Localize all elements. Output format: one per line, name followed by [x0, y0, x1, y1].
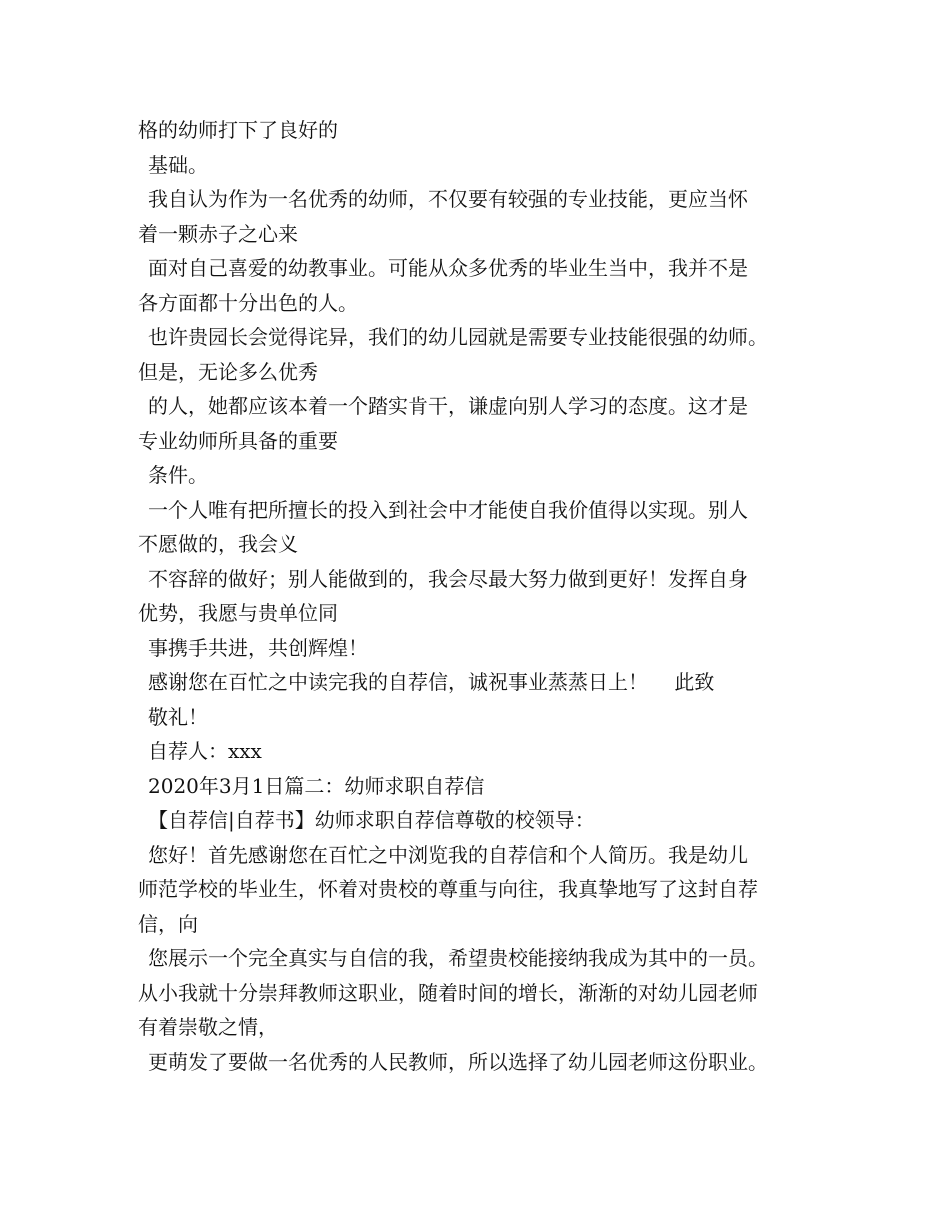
text-line: 【自荐信|自荐书】幼师求职自荐信尊敬的校领导：	[148, 808, 595, 832]
text-line: 师范学校的毕业生，怀着对贵校的尊重与向往，我真挚地写了这封自荐	[138, 877, 758, 901]
text-line: 着一颗赤子之心来	[138, 221, 298, 246]
text-line: 您好！首先感谢您在百忙之中浏览我的自荐信和个人简历。我是幼儿	[148, 842, 748, 867]
text-line: 也许贵园长会觉得诧异，我们的幼儿园就是需要专业技能很强的幼师。	[148, 325, 768, 349]
text-line: 条件。	[148, 463, 208, 487]
text-line: 敬礼！	[148, 704, 208, 729]
text-line: 不容辞的做好；别人能做到的，我会尽最大努力做到更好！发挥自身	[148, 566, 748, 591]
text-line: 但是，无论多么优秀	[138, 359, 318, 384]
text-line: 各方面都十分出色的人。	[138, 290, 358, 315]
text-line: 信，向	[138, 911, 198, 936]
text-line: 基础。	[148, 152, 208, 177]
text-line: 我自认为作为一名优秀的幼师，不仅要有较强的专业技能，更应当怀	[148, 187, 748, 211]
text-line: 一个人唯有把所擅长的投入到社会中才能使自我价值得以实现。别人	[148, 497, 748, 522]
text-line: 2020年3月1日篇二：幼师求职自荐信	[148, 773, 485, 798]
text-line: 有着崇敬之情，	[138, 1015, 278, 1039]
text-line: 专业幼师所具备的重要	[138, 428, 338, 453]
text-line: 事携手共进，共创辉煌！	[148, 635, 368, 660]
text-line: 不愿做的，我会义	[138, 532, 298, 556]
text-line: 更萌发了要做一名优秀的人民教师，所以选择了幼儿园老师这份职业。	[148, 1049, 768, 1074]
text-line: 您展示一个完全真实与自信的我，希望贵校能接纳我成为其中的一员。	[148, 946, 768, 970]
text-line: 自荐人：xxx	[148, 739, 262, 763]
text-line: 优势，我愿与贵单位同	[138, 601, 338, 625]
document-body	[138, 113, 838, 1079]
text-line: 面对自己喜爱的幼教事业。可能从众多优秀的毕业生当中，我并不是	[148, 256, 748, 280]
text-line: 的人，她都应该本着一个踏实肯干，谦虚向别人学习的态度。这才是	[148, 394, 748, 418]
text-line: 感谢您在百忙之中读完我的自荐信，诚祝事业蒸蒸日上！ 此致	[148, 670, 715, 694]
text-line: 从小我就十分崇拜教师这职业，随着时间的增长，渐渐的对幼儿园老师	[138, 980, 758, 1005]
text-line: 格的幼师打下了良好的	[138, 118, 338, 142]
